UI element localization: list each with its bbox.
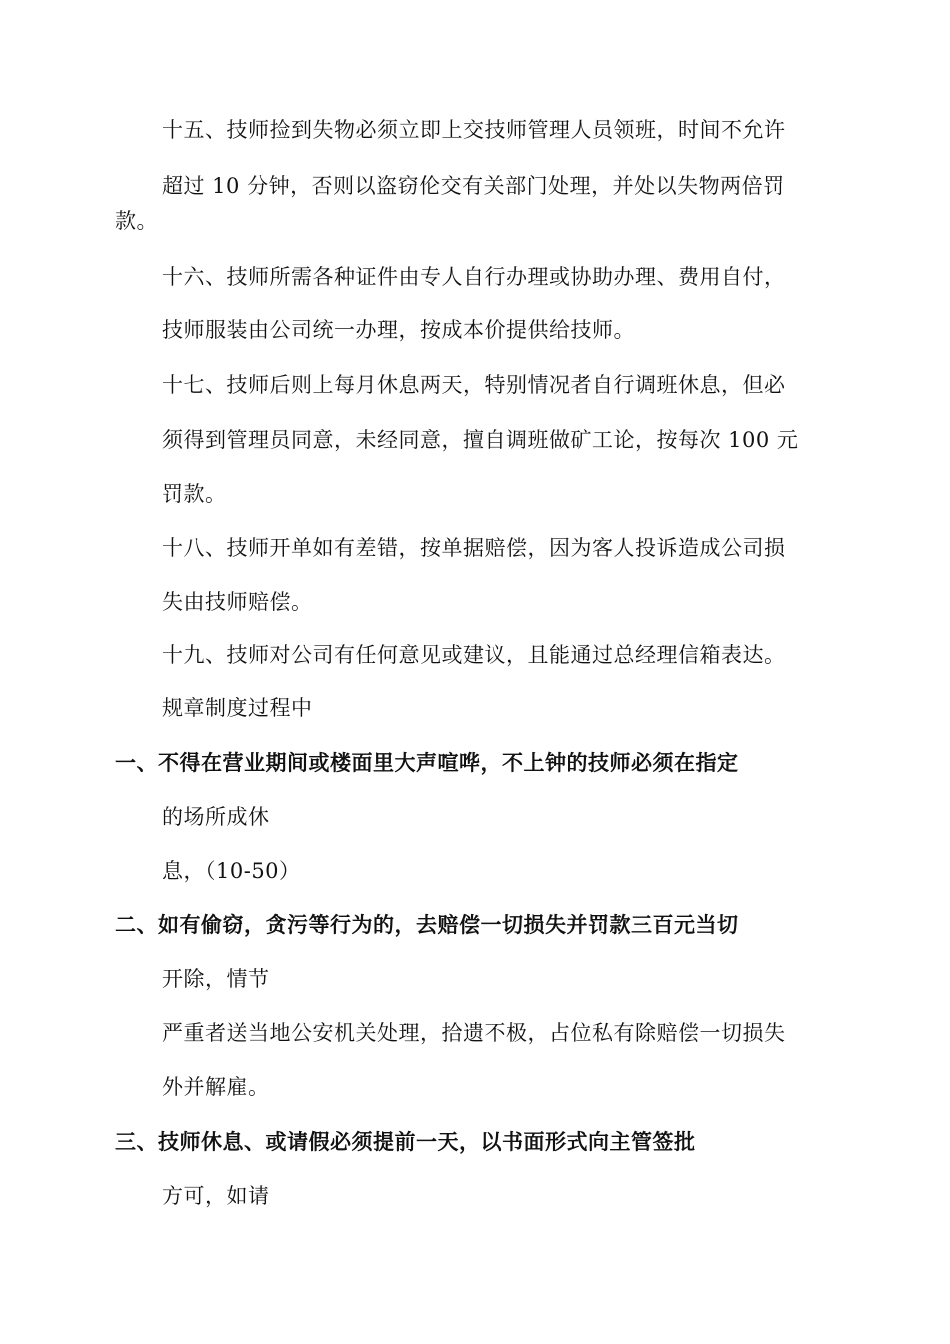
paragraph-line: 外并解雇。 [162, 1075, 270, 1099]
paragraph-line: 须得到管理员同意，未经同意，擅自调班做矿工论，按每次 100 元 [162, 428, 799, 452]
paragraph-line: 严重者送当地公安机关处理，拾遗不极，占位私有除赔偿一切损失 [162, 1021, 786, 1045]
paragraph-line: 息，（10-50） [162, 859, 301, 883]
paragraph-line: 十六、技师所需各种证件由专人自行办理或协助办理、费用自付， [162, 265, 786, 289]
paragraph-line: 十九、技师对公司有任何意见或建议，且能通过总经理信箱表达。 [162, 643, 786, 667]
paragraph-line: 失由技师赔偿。 [162, 590, 313, 614]
paragraph-line: 超过 10 分钟，否则以盗窃伦交有关部门处理，并处以失物两倍罚 [162, 174, 785, 198]
paragraph-line: 的场所成休 [162, 805, 270, 829]
section-heading: 规章制度过程中 [162, 696, 313, 720]
rule-heading: 三、技师休息、或请假必须提前一天，以书面形式向主管签批 [115, 1130, 696, 1154]
paragraph-line: 开除，情节 [162, 967, 270, 991]
paragraph-line: 十八、技师开单如有差错，按单据赔偿，因为客人投诉造成公司损 [162, 536, 786, 560]
paragraph-line: 款。 [115, 209, 158, 233]
paragraph-line: 方可，如请 [162, 1184, 270, 1208]
rule-heading: 二、如有偷窃，贪污等行为的，去赔偿一切损失并罚款三百元当切 [115, 913, 739, 937]
paragraph-line: 罚款。 [162, 482, 227, 506]
paragraph-line: 技师服装由公司统一办理，按成本价提供给技师。 [162, 318, 635, 342]
paragraph-line: 十七、技师后则上每月休息两天，特别情况者自行调班休息，但必 [162, 373, 786, 397]
rule-heading: 一、不得在营业期间或楼面里大声喧哗，不上钟的技师必须在指定 [115, 751, 739, 775]
paragraph-line: 十五、技师捡到失物必须立即上交技师管理人员领班，时间不允许 [162, 118, 786, 142]
